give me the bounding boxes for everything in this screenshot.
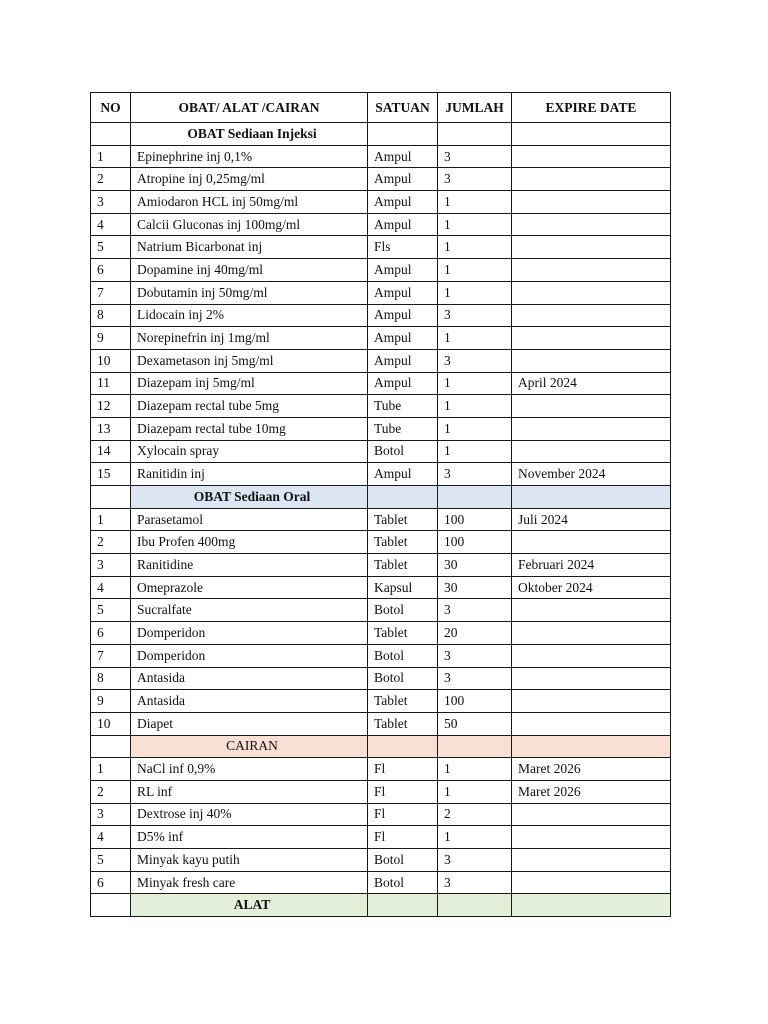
item-unit: Tablet: [368, 508, 438, 531]
table-row: [91, 327, 671, 350]
table-row: [91, 191, 671, 214]
row-number: 5: [91, 849, 131, 872]
section-unit-cell: [368, 894, 438, 917]
row-number: 4: [91, 213, 131, 236]
table-row: [91, 236, 671, 259]
item-name: Calcii Gluconas inj 100mg/ml: [131, 213, 368, 236]
section-no-cell: [91, 123, 131, 146]
item-expiry: [512, 259, 671, 282]
section-no-cell: [91, 486, 131, 509]
row-number: 5: [91, 236, 131, 259]
item-expiry: [512, 191, 671, 214]
row-number: 2: [91, 168, 131, 191]
table-row: [91, 667, 671, 690]
header-item: OBAT/ ALAT /CAIRAN: [131, 93, 368, 123]
item-unit: Botol: [368, 440, 438, 463]
item-quantity: 1: [438, 372, 512, 395]
table-row: [91, 599, 671, 622]
item-quantity: 100: [438, 690, 512, 713]
item-name: Dexametason inj 5mg/ml: [131, 349, 368, 372]
header-row: [91, 93, 671, 123]
section-qty-cell: [438, 894, 512, 917]
item-unit: Tablet: [368, 622, 438, 645]
row-number: 10: [91, 349, 131, 372]
item-name: Epinephrine inj 0,1%: [131, 145, 368, 168]
row-number: 15: [91, 463, 131, 486]
table-row: [91, 259, 671, 282]
item-quantity: 3: [438, 667, 512, 690]
row-number: 5: [91, 599, 131, 622]
item-expiry: [512, 304, 671, 327]
row-number: 10: [91, 712, 131, 735]
item-quantity: 1: [438, 826, 512, 849]
item-name: Diapet: [131, 712, 368, 735]
item-unit: Tablet: [368, 531, 438, 554]
row-number: 11: [91, 372, 131, 395]
item-unit: Tube: [368, 395, 438, 418]
item-quantity: 30: [438, 554, 512, 577]
item-expiry: [512, 803, 671, 826]
item-expiry: [512, 622, 671, 645]
item-unit: Ampul: [368, 168, 438, 191]
item-quantity: 1: [438, 259, 512, 282]
item-quantity: 1: [438, 213, 512, 236]
table-row: [91, 849, 671, 872]
table-body: [91, 123, 671, 917]
item-quantity: 1: [438, 236, 512, 259]
item-expiry: [512, 690, 671, 713]
section-no-cell: [91, 735, 131, 758]
row-number: 1: [91, 508, 131, 531]
row-number: 4: [91, 576, 131, 599]
table-row: [91, 576, 671, 599]
item-quantity: 1: [438, 417, 512, 440]
row-number: 14: [91, 440, 131, 463]
table-row: [91, 349, 671, 372]
item-unit: Ampul: [368, 349, 438, 372]
header-no: NO: [91, 93, 131, 123]
table-row: [91, 690, 671, 713]
item-expiry: Februari 2024: [512, 554, 671, 577]
section-row-injeksi: [91, 123, 671, 146]
item-name: Dopamine inj 40mg/ml: [131, 259, 368, 282]
item-name: Domperidon: [131, 622, 368, 645]
item-quantity: 3: [438, 871, 512, 894]
section-expiry-cell: [512, 894, 671, 917]
table-row: [91, 554, 671, 577]
row-number: 6: [91, 259, 131, 282]
row-number: 3: [91, 803, 131, 826]
item-expiry: Maret 2026: [512, 758, 671, 781]
item-name: Xylocain spray: [131, 440, 368, 463]
item-quantity: 100: [438, 508, 512, 531]
item-unit: Fls: [368, 236, 438, 259]
row-number: 9: [91, 690, 131, 713]
table-row: [91, 826, 671, 849]
table-row: [91, 145, 671, 168]
section-row-oral: [91, 486, 671, 509]
section-qty-cell: [438, 123, 512, 146]
item-unit: Fl: [368, 826, 438, 849]
item-quantity: 50: [438, 712, 512, 735]
item-expiry: [512, 826, 671, 849]
item-quantity: 1: [438, 281, 512, 304]
section-expiry-cell: [512, 735, 671, 758]
item-expiry: [512, 236, 671, 259]
item-expiry: April 2024: [512, 372, 671, 395]
item-unit: Botol: [368, 871, 438, 894]
item-unit: Ampul: [368, 145, 438, 168]
item-name: Antasida: [131, 667, 368, 690]
item-name: Antasida: [131, 690, 368, 713]
item-name: Ibu Profen 400mg: [131, 531, 368, 554]
header-unit: SATUAN: [368, 93, 438, 123]
table-row: [91, 304, 671, 327]
item-name: Ranitidine: [131, 554, 368, 577]
item-quantity: 3: [438, 168, 512, 191]
item-expiry: [512, 168, 671, 191]
item-name: Minyak fresh care: [131, 871, 368, 894]
table-row: [91, 622, 671, 645]
row-number: 6: [91, 871, 131, 894]
table-row: [91, 440, 671, 463]
section-unit-cell: [368, 486, 438, 509]
row-number: 9: [91, 327, 131, 350]
item-expiry: [512, 145, 671, 168]
section-expiry-cell: [512, 123, 671, 146]
section-qty-cell: [438, 486, 512, 509]
item-name: Minyak kayu putih: [131, 849, 368, 872]
item-quantity: 100: [438, 531, 512, 554]
section-title: CAIRAN: [131, 735, 368, 758]
table-row: [91, 531, 671, 554]
item-quantity: 20: [438, 622, 512, 645]
item-unit: Tablet: [368, 554, 438, 577]
item-expiry: [512, 644, 671, 667]
section-unit-cell: [368, 735, 438, 758]
table-row: [91, 213, 671, 236]
item-name: Atropine inj 0,25mg/ml: [131, 168, 368, 191]
item-unit: Ampul: [368, 259, 438, 282]
item-quantity: 3: [438, 599, 512, 622]
item-quantity: 1: [438, 395, 512, 418]
item-quantity: 3: [438, 304, 512, 327]
item-unit: Botol: [368, 667, 438, 690]
item-quantity: 1: [438, 758, 512, 781]
item-name: Parasetamol: [131, 508, 368, 531]
item-unit: Ampul: [368, 463, 438, 486]
section-title: OBAT Sediaan Injeksi: [131, 123, 368, 146]
item-unit: Botol: [368, 644, 438, 667]
item-quantity: 1: [438, 780, 512, 803]
inventory-table: [90, 92, 671, 917]
item-expiry: Oktober 2024: [512, 576, 671, 599]
table-row: [91, 281, 671, 304]
item-name: D5% inf: [131, 826, 368, 849]
item-unit: Ampul: [368, 372, 438, 395]
table-row: [91, 372, 671, 395]
item-name: NaCl inf 0,9%: [131, 758, 368, 781]
table-row: [91, 395, 671, 418]
item-name: Dextrose inj 40%: [131, 803, 368, 826]
item-expiry: Maret 2026: [512, 780, 671, 803]
item-name: Lidocain inj 2%: [131, 304, 368, 327]
section-no-cell: [91, 894, 131, 917]
row-number: 12: [91, 395, 131, 418]
item-unit: Tube: [368, 417, 438, 440]
row-number: 2: [91, 780, 131, 803]
table-row: [91, 758, 671, 781]
item-quantity: 30: [438, 576, 512, 599]
item-name: Dobutamin inj 50mg/ml: [131, 281, 368, 304]
table-row: [91, 168, 671, 191]
item-expiry: [512, 440, 671, 463]
item-expiry: [512, 531, 671, 554]
item-unit: Tablet: [368, 712, 438, 735]
item-quantity: 3: [438, 349, 512, 372]
item-unit: Botol: [368, 599, 438, 622]
item-unit: Ampul: [368, 304, 438, 327]
row-number: 7: [91, 281, 131, 304]
item-expiry: [512, 213, 671, 236]
item-quantity: 1: [438, 440, 512, 463]
item-name: Natrium Bicarbonat inj: [131, 236, 368, 259]
item-unit: Kapsul: [368, 576, 438, 599]
item-name: Diazepam rectal tube 10mg: [131, 417, 368, 440]
item-name: Ranitidin inj: [131, 463, 368, 486]
table-row: [91, 463, 671, 486]
item-quantity: 1: [438, 327, 512, 350]
item-expiry: [512, 712, 671, 735]
row-number: 7: [91, 644, 131, 667]
row-number: 1: [91, 145, 131, 168]
item-unit: Botol: [368, 849, 438, 872]
item-expiry: [512, 327, 671, 350]
item-name: RL inf: [131, 780, 368, 803]
table-row: [91, 508, 671, 531]
section-title: ALAT: [131, 894, 368, 917]
row-number: 1: [91, 758, 131, 781]
section-unit-cell: [368, 123, 438, 146]
table-row: [91, 871, 671, 894]
item-expiry: [512, 871, 671, 894]
row-number: 2: [91, 531, 131, 554]
item-name: Amiodaron HCL inj 50mg/ml: [131, 191, 368, 214]
item-quantity: 1: [438, 191, 512, 214]
item-name: Diazepam inj 5mg/ml: [131, 372, 368, 395]
item-expiry: [512, 849, 671, 872]
item-quantity: 3: [438, 145, 512, 168]
item-expiry: [512, 417, 671, 440]
row-number: 8: [91, 667, 131, 690]
item-expiry: November 2024: [512, 463, 671, 486]
item-expiry: [512, 349, 671, 372]
item-unit: Ampul: [368, 281, 438, 304]
item-quantity: 3: [438, 849, 512, 872]
row-number: 8: [91, 304, 131, 327]
item-expiry: [512, 667, 671, 690]
item-name: Domperidon: [131, 644, 368, 667]
item-unit: Ampul: [368, 327, 438, 350]
item-quantity: 3: [438, 463, 512, 486]
row-number: 6: [91, 622, 131, 645]
section-row-alat: [91, 894, 671, 917]
item-unit: Ampul: [368, 191, 438, 214]
item-name: Omeprazole: [131, 576, 368, 599]
table-row: [91, 644, 671, 667]
row-number: 3: [91, 554, 131, 577]
item-expiry: Juli 2024: [512, 508, 671, 531]
table-row: [91, 780, 671, 803]
row-number: 3: [91, 191, 131, 214]
item-unit: Ampul: [368, 213, 438, 236]
item-expiry: [512, 395, 671, 418]
item-unit: Fl: [368, 780, 438, 803]
item-quantity: 3: [438, 644, 512, 667]
item-quantity: 2: [438, 803, 512, 826]
item-name: Diazepam rectal tube 5mg: [131, 395, 368, 418]
header-expiry: EXPIRE DATE: [512, 93, 671, 123]
item-expiry: [512, 281, 671, 304]
table-row: [91, 803, 671, 826]
item-unit: Fl: [368, 803, 438, 826]
table-row: [91, 417, 671, 440]
item-name: Norepinefrin inj 1mg/ml: [131, 327, 368, 350]
section-row-cairan: [91, 735, 671, 758]
row-number: 4: [91, 826, 131, 849]
header-qty: JUMLAH: [438, 93, 512, 123]
row-number: 13: [91, 417, 131, 440]
item-name: Sucralfate: [131, 599, 368, 622]
item-expiry: [512, 599, 671, 622]
section-title: OBAT Sediaan Oral: [131, 486, 368, 509]
item-unit: Tablet: [368, 690, 438, 713]
section-qty-cell: [438, 735, 512, 758]
item-unit: Fl: [368, 758, 438, 781]
section-expiry-cell: [512, 486, 671, 509]
table-row: [91, 712, 671, 735]
